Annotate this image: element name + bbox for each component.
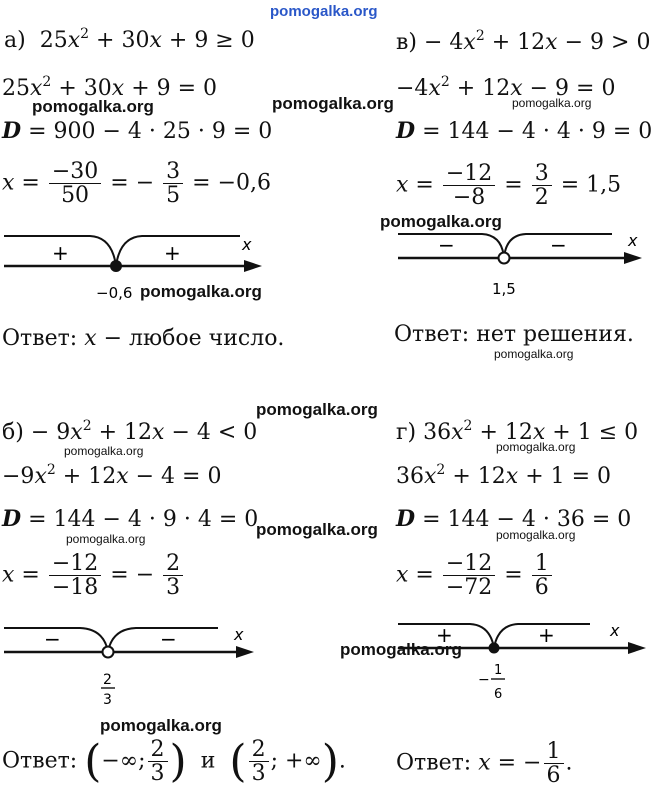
b-point-den: 3 [103, 692, 112, 708]
watermark: pomogalka.org [64, 444, 144, 458]
b-sign-right: − [160, 627, 177, 651]
watermark: pomogalka.org [380, 212, 502, 231]
watermark: pomogalka.org [494, 347, 574, 361]
g-sign-right: + [538, 623, 555, 647]
g-inequality: г) $36x^2 + 12x + 1 \le 0$ [396, 418, 639, 445]
svg-text:x: x [234, 625, 244, 644]
g-point-num: 1 [494, 663, 503, 678]
b-discriminant: D = 144 − 4 · 9 · 4 = 0 [2, 506, 259, 532]
b-sign-left: − [44, 627, 61, 651]
watermark: pomogalka.org [496, 440, 576, 454]
a-answer: Ответ: x − любое число. [2, 326, 285, 351]
v-point-label: 1,5 [492, 280, 516, 298]
watermark: pomogalka.org [100, 716, 222, 735]
a-inequality: а) $25x^2 + 30x + 9 \ge 0$ [4, 26, 255, 53]
v-root: x = $\frac{-12}{-8}$ = $\frac{3}{2}$ = 1,5 [396, 161, 622, 211]
a-root: x = $\frac{-30}{50}$ = − $\frac{3}{5}$ = −0,6 [2, 159, 272, 209]
b-answer: Ответ: (−∞; $\frac{2}{3}$ ) и ( $\frac{2}{3}$ ; +∞). [2, 735, 346, 787]
v-discriminant: D = 144 − 4 · 4 · 9 = 0 [396, 118, 653, 144]
watermark: pomogalka.org [340, 640, 462, 659]
watermark: pomogalka.org [66, 532, 146, 546]
v-number-line [394, 226, 644, 306]
svg-text:x: x [628, 231, 638, 250]
watermark: pomogalka.org [496, 528, 576, 542]
g-answer: Ответ: x = − $\frac{1}{6}$ . [396, 739, 573, 789]
a-equation: $25x^2 + 30x + 9 = 0$ [2, 74, 218, 101]
g-point-den: 6 [494, 687, 503, 702]
a-sign-left: + [52, 241, 69, 265]
v-inequality: $в) - 4x^2 + 12x - 9 > 0$ [396, 28, 651, 55]
watermark: pomogalka.org [140, 282, 262, 301]
v-equation: $-4x^2 + 12x - 9 = 0$ [396, 74, 616, 101]
watermark: pomogalka.org [256, 400, 378, 419]
a-point-label: −0,6 [96, 284, 133, 302]
a-sign-right: + [164, 241, 181, 265]
g-root: x = $\frac{-12}{-72}$ = $\frac{1}{6}$ [396, 552, 554, 599]
g-discriminant: D = 144 − 4 · 36 = 0 [396, 506, 632, 532]
watermark: pomogalka.org [256, 520, 378, 539]
b-inequality: $б) - 9x^2 + 12x - 4 < 0$ [2, 418, 258, 445]
g-point-neg: − [478, 672, 490, 688]
watermark: pomogalka.org [512, 96, 592, 110]
a-discriminant: D = 900 − 4 · 25 · 9 = 0 [2, 118, 273, 144]
v-answer: Ответ: нет решения. [394, 322, 634, 347]
svg-text:x: x [610, 621, 620, 640]
b-root: x = $\frac{-12}{-18}$ = − $\frac{2}{3}$ [2, 552, 185, 599]
b-equation: $-9x^2 + 12x - 4 = 0$ [2, 462, 222, 489]
b-point-num: 2 [103, 672, 112, 688]
v-sign-left: − [438, 233, 455, 257]
watermark: pomogalka.org [272, 94, 394, 113]
b-number-line [0, 622, 256, 714]
g-number-line [394, 618, 648, 714]
g-equation: $36x^2 + 12x + 1 = 0$ [396, 462, 612, 489]
svg-text:x: x [242, 235, 252, 254]
g-sign-left: + [436, 623, 453, 647]
watermark-top: pomogalka.org [270, 3, 378, 20]
v-sign-right: − [550, 233, 567, 257]
watermark: pomogalka.org [32, 97, 154, 116]
